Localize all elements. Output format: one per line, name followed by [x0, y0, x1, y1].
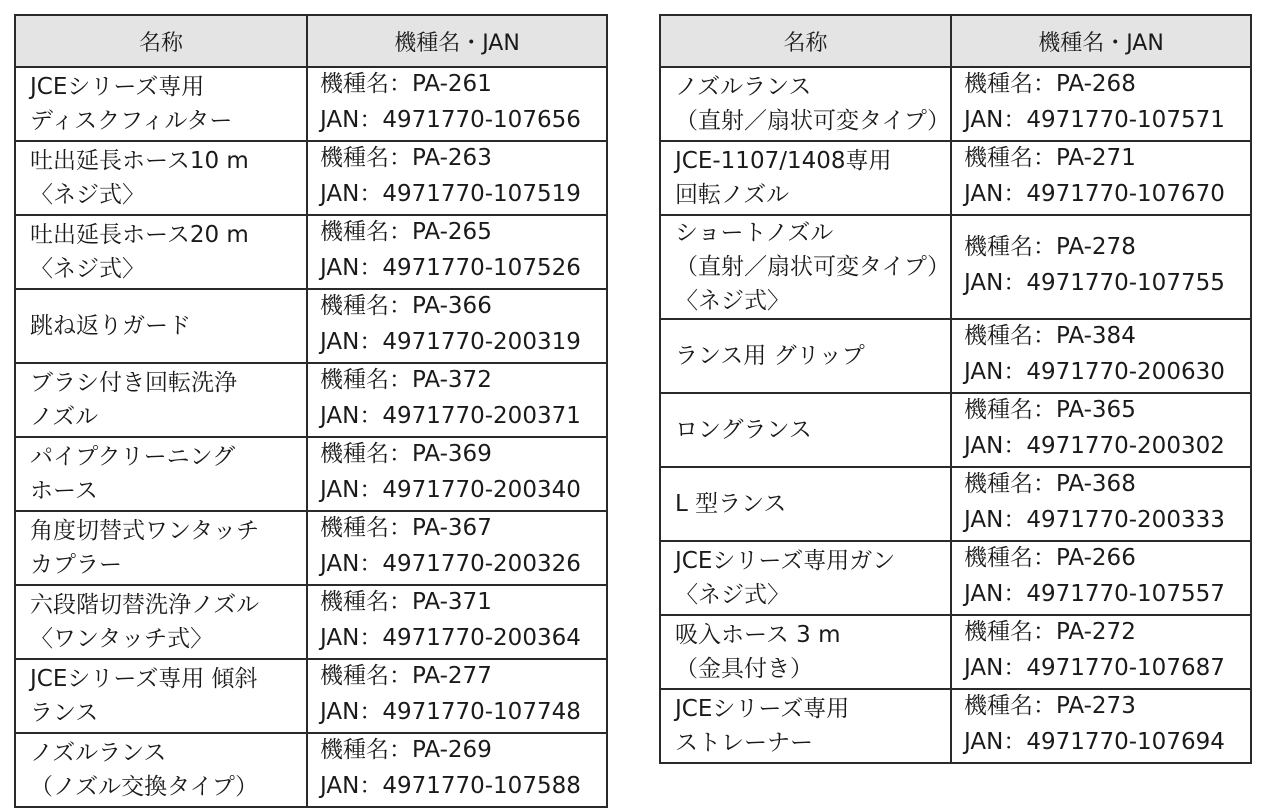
part-name-line: 吸入ホース 3 m	[675, 622, 841, 648]
part-name-cell	[660, 541, 951, 615]
model-number: 機種名：PA-277	[320, 663, 492, 689]
jan-code: JAN：4971770-200319	[320, 329, 581, 355]
part-name-line: ノズルランス	[675, 74, 812, 100]
part-name-line: 〈ワンタッチ式〉	[30, 626, 214, 652]
part-name-cell	[660, 67, 951, 141]
table-row	[660, 393, 1251, 467]
jan-code: JAN：4971770-107526	[320, 255, 581, 281]
part-name-cell	[15, 585, 307, 659]
model-jan-cell	[307, 363, 607, 437]
part-name-cell	[660, 393, 951, 467]
model-jan-cell	[307, 437, 607, 511]
part-name-cell	[15, 289, 307, 363]
jan-code: JAN：4971770-107656	[320, 107, 581, 133]
part-name-line: 〈ネジ式〉	[30, 182, 145, 208]
jan-code: JAN：4971770-107687	[964, 655, 1225, 681]
jan-code: JAN：4971770-107557	[964, 581, 1225, 607]
jan-code: JAN：4971770-200302	[964, 433, 1225, 459]
part-name-cell	[15, 659, 307, 733]
parts-table-left	[14, 14, 608, 808]
table-body-right	[660, 67, 1251, 763]
table-row	[15, 511, 607, 585]
table-header-row	[15, 15, 607, 67]
table-row	[660, 467, 1251, 541]
part-name-cell	[660, 689, 951, 763]
jan-code: JAN：4971770-107670	[964, 181, 1225, 207]
model-jan-cell	[951, 467, 1251, 541]
model-jan-cell	[307, 215, 607, 289]
table-row	[15, 437, 607, 511]
table-body-left	[15, 67, 607, 807]
part-name-cell	[660, 319, 951, 393]
part-name-line: 〈ネジ式〉	[30, 256, 145, 282]
part-name-cell	[15, 67, 307, 141]
model-number: 機種名：PA-272	[964, 619, 1136, 645]
part-name-cell	[660, 615, 951, 689]
part-name-line: 回転ノズル	[675, 182, 790, 208]
table-row	[15, 733, 607, 807]
jan-code: JAN：4971770-200364	[320, 625, 581, 651]
model-number: 機種名：PA-263	[320, 145, 492, 171]
part-name-line: ブラシ付き回転洗浄	[30, 370, 237, 396]
model-jan-cell	[307, 733, 607, 807]
header-name: 名称	[15, 15, 307, 67]
model-jan-cell	[307, 67, 607, 141]
model-number: 機種名：PA-372	[320, 367, 492, 393]
part-name-line: （直射／扇状可変タイプ）	[675, 108, 951, 134]
model-jan-cell	[951, 215, 1251, 319]
part-name-cell	[15, 733, 307, 807]
jan-code: JAN：4971770-107571	[964, 107, 1225, 133]
model-number: 機種名：PA-261	[320, 71, 492, 97]
part-name-line: 吐出延長ホース20 m	[30, 222, 249, 248]
header-model-jan: 機種名・JAN	[951, 15, 1251, 67]
table-row	[15, 363, 607, 437]
jan-code: JAN：4971770-107519	[320, 181, 581, 207]
part-name-line: JCEシリーズ専用ガン	[675, 548, 896, 574]
jan-code: JAN：4971770-107588	[320, 773, 581, 799]
table-row	[15, 659, 607, 733]
jan-code: JAN：4971770-107755	[964, 270, 1225, 296]
part-name-line: （金具付き）	[675, 656, 813, 682]
part-name-line: 角度切替式ワンタッチ	[30, 518, 260, 544]
part-name-cell	[15, 215, 307, 289]
model-number: 機種名：PA-268	[964, 71, 1136, 97]
jan-code: JAN：4971770-200630	[964, 359, 1225, 385]
model-jan-cell	[951, 689, 1251, 763]
model-number: 機種名：PA-366	[320, 293, 492, 319]
model-jan-cell	[951, 615, 1251, 689]
model-jan-cell	[307, 511, 607, 585]
part-name-line: （ノズル交換タイプ）	[30, 774, 259, 800]
parts-table-right	[659, 14, 1252, 764]
part-name-line: ストレーナー	[675, 730, 813, 756]
part-name-cell	[15, 437, 307, 511]
jan-code: JAN：4971770-200371	[320, 403, 581, 429]
model-number: 機種名：PA-368	[964, 471, 1136, 497]
jan-code: JAN：4971770-107748	[320, 699, 581, 725]
model-jan-cell	[307, 659, 607, 733]
part-name-cell	[660, 215, 951, 319]
model-number: 機種名：PA-365	[964, 397, 1136, 423]
part-name-line: ランス用 グリップ	[675, 343, 865, 369]
part-name-line: ディスクフィルター	[30, 108, 233, 134]
model-jan-cell	[951, 141, 1251, 215]
table-row	[660, 141, 1251, 215]
model-jan-cell	[951, 393, 1251, 467]
part-name-cell	[15, 363, 307, 437]
model-jan-cell	[307, 141, 607, 215]
table-row	[660, 689, 1251, 763]
part-name-line: ロングランス	[675, 417, 812, 443]
part-name-line: 〈ネジ式〉	[675, 582, 790, 608]
part-name-cell	[660, 141, 951, 215]
model-jan-cell	[307, 585, 607, 659]
part-name-line: 跳ね返りガード	[30, 313, 191, 339]
table-header-row	[660, 15, 1251, 67]
model-jan-cell	[951, 319, 1251, 393]
model-jan-cell	[951, 67, 1251, 141]
part-name-line: ホース	[30, 478, 98, 504]
table-row	[15, 67, 607, 141]
part-name-line: ランス	[30, 700, 99, 726]
model-number: 機種名：PA-269	[320, 737, 492, 763]
model-number: 機種名：PA-265	[320, 219, 492, 245]
table-row	[660, 615, 1251, 689]
table-row	[15, 141, 607, 215]
part-name-line: JCEシリーズ専用	[675, 696, 850, 722]
model-number: 機種名：PA-371	[320, 589, 492, 615]
part-name-line: （直射／扇状可変タイプ）	[675, 254, 951, 280]
part-name-line: ノズル	[30, 404, 99, 430]
header-name: 名称	[660, 15, 951, 67]
table-row	[660, 541, 1251, 615]
part-name-line: 六段階切替洗浄ノズル	[30, 592, 260, 618]
header-model-jan: 機種名・JAN	[307, 15, 607, 67]
model-number: 機種名：PA-273	[964, 693, 1136, 719]
jan-code: JAN：4971770-200326	[320, 551, 581, 577]
model-jan-cell	[307, 289, 607, 363]
part-name-line: 吐出延長ホース10 m	[30, 148, 249, 174]
table-row	[15, 215, 607, 289]
jan-code: JAN：4971770-107694	[964, 729, 1225, 755]
table-row	[660, 215, 1251, 319]
part-name-line: カプラー	[30, 552, 122, 578]
part-name-line: ノズルランス	[30, 740, 167, 766]
jan-code: JAN：4971770-200333	[964, 507, 1225, 533]
model-number: 機種名：PA-367	[320, 515, 492, 541]
part-name-line: 〈ネジ式〉	[675, 288, 790, 314]
model-jan-cell	[951, 541, 1251, 615]
part-name-line: JCE-1107/1408専用	[675, 148, 892, 174]
model-number: 機種名：PA-278	[964, 234, 1136, 260]
table-row	[660, 67, 1251, 141]
jan-code: JAN：4971770-200340	[320, 477, 581, 503]
part-name-cell	[660, 467, 951, 541]
model-number: 機種名：PA-384	[964, 323, 1136, 349]
model-number: 機種名：PA-369	[320, 441, 492, 467]
table-row	[15, 585, 607, 659]
part-name-line: JCEシリーズ専用	[30, 74, 205, 100]
part-name-cell	[15, 511, 307, 585]
part-name-line: ショートノズル	[675, 220, 834, 246]
part-name-line: パイプクリーニング	[30, 444, 236, 470]
table-row	[660, 319, 1251, 393]
table-row	[15, 289, 607, 363]
part-name-line: JCEシリーズ専用 傾斜	[30, 666, 258, 692]
part-name-line: L 型ランス	[675, 491, 787, 517]
model-number: 機種名：PA-266	[964, 545, 1136, 571]
part-name-cell	[15, 141, 307, 215]
model-number: 機種名：PA-271	[964, 145, 1136, 171]
